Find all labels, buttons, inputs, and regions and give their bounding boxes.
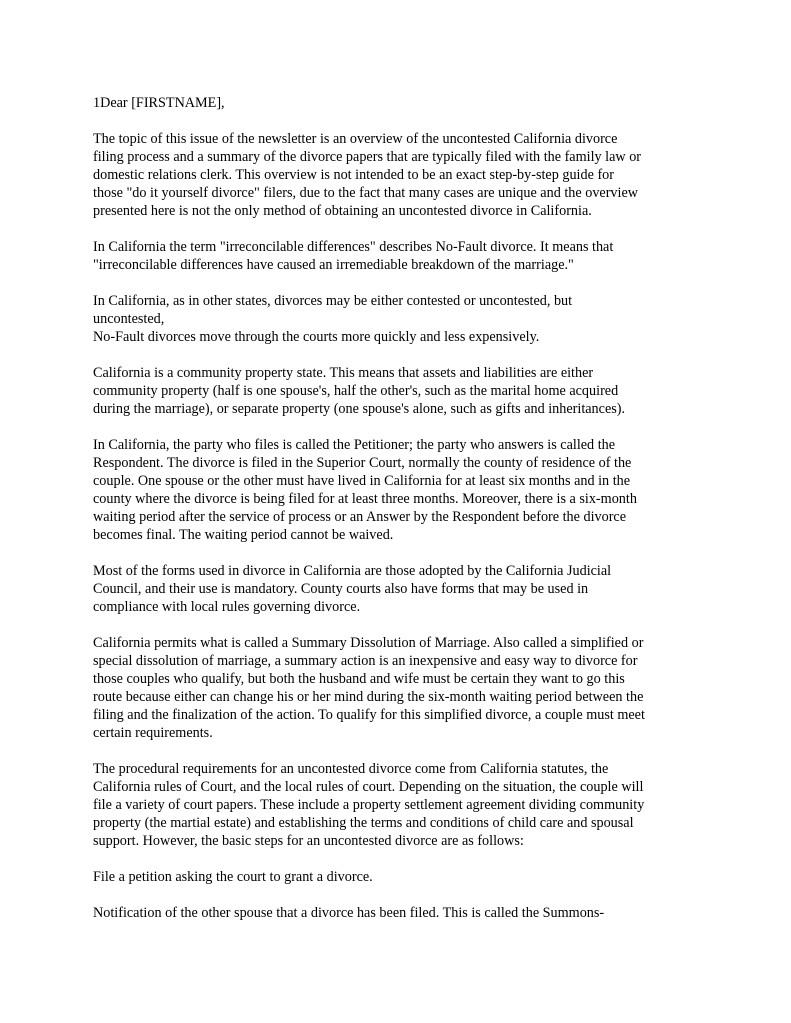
text-line: California is a community property state. This means that assets and liabilities are either xyxy=(93,365,594,381)
paragraph-petitioner xyxy=(93,436,703,544)
paragraph-procedural xyxy=(93,760,703,850)
text-line: uncontested, xyxy=(93,311,165,327)
text-line: those couples who qualify, but both the husband and wife must be certain they want to go this xyxy=(93,671,625,687)
text-line: compliance with local rules governing divorce. xyxy=(93,599,361,615)
paragraph-step-notification xyxy=(93,904,703,922)
text-line: during the marriage), or separate property (one spouse's alone, such as gifts and inheritances). xyxy=(93,401,626,417)
text-line: The procedural requirements for an uncontested divorce come from California statutes, the xyxy=(93,761,609,777)
text-line: domestic relations clerk. This overview is not intended to be an exact step-by-step guide for xyxy=(93,167,614,183)
paragraph-summary-dissolution xyxy=(93,634,703,742)
text-line: California rules of Court, and the local rules of court. Depending on the situation, the couple will xyxy=(93,779,644,795)
salutation xyxy=(93,94,703,112)
text-line: In California the term "irreconcilable differences" describes No-Fault divorce. It means that xyxy=(93,239,614,255)
salutation-line: 1Dear [FIRSTNAME], xyxy=(93,95,225,111)
text-line: Notification of the other spouse that a divorce has been filed. This is called the Summons- xyxy=(93,905,605,921)
text-line: filing process and a summary of the divorce papers that are typically filed with the family law or xyxy=(93,149,642,165)
paragraph-overview xyxy=(93,130,703,220)
text-line: "irreconcilable differences have caused an irremediable breakdown of the marriage." xyxy=(93,257,574,273)
paragraph-irreconcilable xyxy=(93,238,703,274)
text-line: Council, and their use is mandatory. County courts also have forms that may be used in xyxy=(93,581,589,597)
paragraph-contested xyxy=(93,292,703,346)
document-page xyxy=(93,94,703,940)
text-line: presented here is not the only method of obtaining an uncontested divorce in California. xyxy=(93,203,592,219)
text-line: becomes final. The waiting period cannot be waived. xyxy=(93,527,394,543)
text-line: filing and the finalization of the action. To qualify for this simplified divorce, a couple must meet xyxy=(93,707,645,723)
text-line: Most of the forms used in divorce in California are those adopted by the California Judicial xyxy=(93,563,612,579)
text-line: couple. One spouse or the other must have lived in California for at least six months and in the xyxy=(93,473,631,489)
text-line: No-Fault divorces move through the courts more quickly and less expensively. xyxy=(93,329,540,345)
text-line: community property (half is one spouse's, half the other's, such as the marital home acquired xyxy=(93,383,619,399)
paragraph-step-petition xyxy=(93,868,703,886)
text-line: Respondent. The divorce is filed in the Superior Court, normally the county of residence of the xyxy=(93,455,632,471)
text-line: waiting period after the service of process or an Answer by the Respondent before the divorce xyxy=(93,509,627,525)
paragraph-community-property xyxy=(93,364,703,418)
text-line: In California, the party who files is called the Petitioner; the party who answers is called the xyxy=(93,437,616,453)
text-line: property (the martial estate) and establishing the terms and conditions of child care and spousal xyxy=(93,815,634,831)
text-line: certain requirements. xyxy=(93,725,213,741)
text-line: File a petition asking the court to grant a divorce. xyxy=(93,869,373,885)
text-line: California permits what is called a Summary Dissolution of Marriage. Also called a simplified or xyxy=(93,635,644,651)
text-line: The topic of this issue of the newsletter is an overview of the uncontested California divorce xyxy=(93,131,618,147)
text-line: special dissolution of marriage, a summary action is an inexpensive and easy way to divorce for xyxy=(93,653,638,669)
text-line: file a variety of court papers. These include a property settlement agreement dividing community xyxy=(93,797,645,813)
paragraph-forms xyxy=(93,562,703,616)
text-line: In California, as in other states, divorces may be either contested or uncontested, but xyxy=(93,293,573,309)
text-line: those "do it yourself divorce" filers, due to the fact that many cases are unique and the overview xyxy=(93,185,639,201)
text-line: county where the divorce is being filed for at least three months. Moreover, there is a six-month xyxy=(93,491,637,507)
text-line: route because either can change his or her mind during the six-month waiting period between the xyxy=(93,689,644,705)
text-line: support. However, the basic steps for an uncontested divorce are as follows: xyxy=(93,833,524,849)
